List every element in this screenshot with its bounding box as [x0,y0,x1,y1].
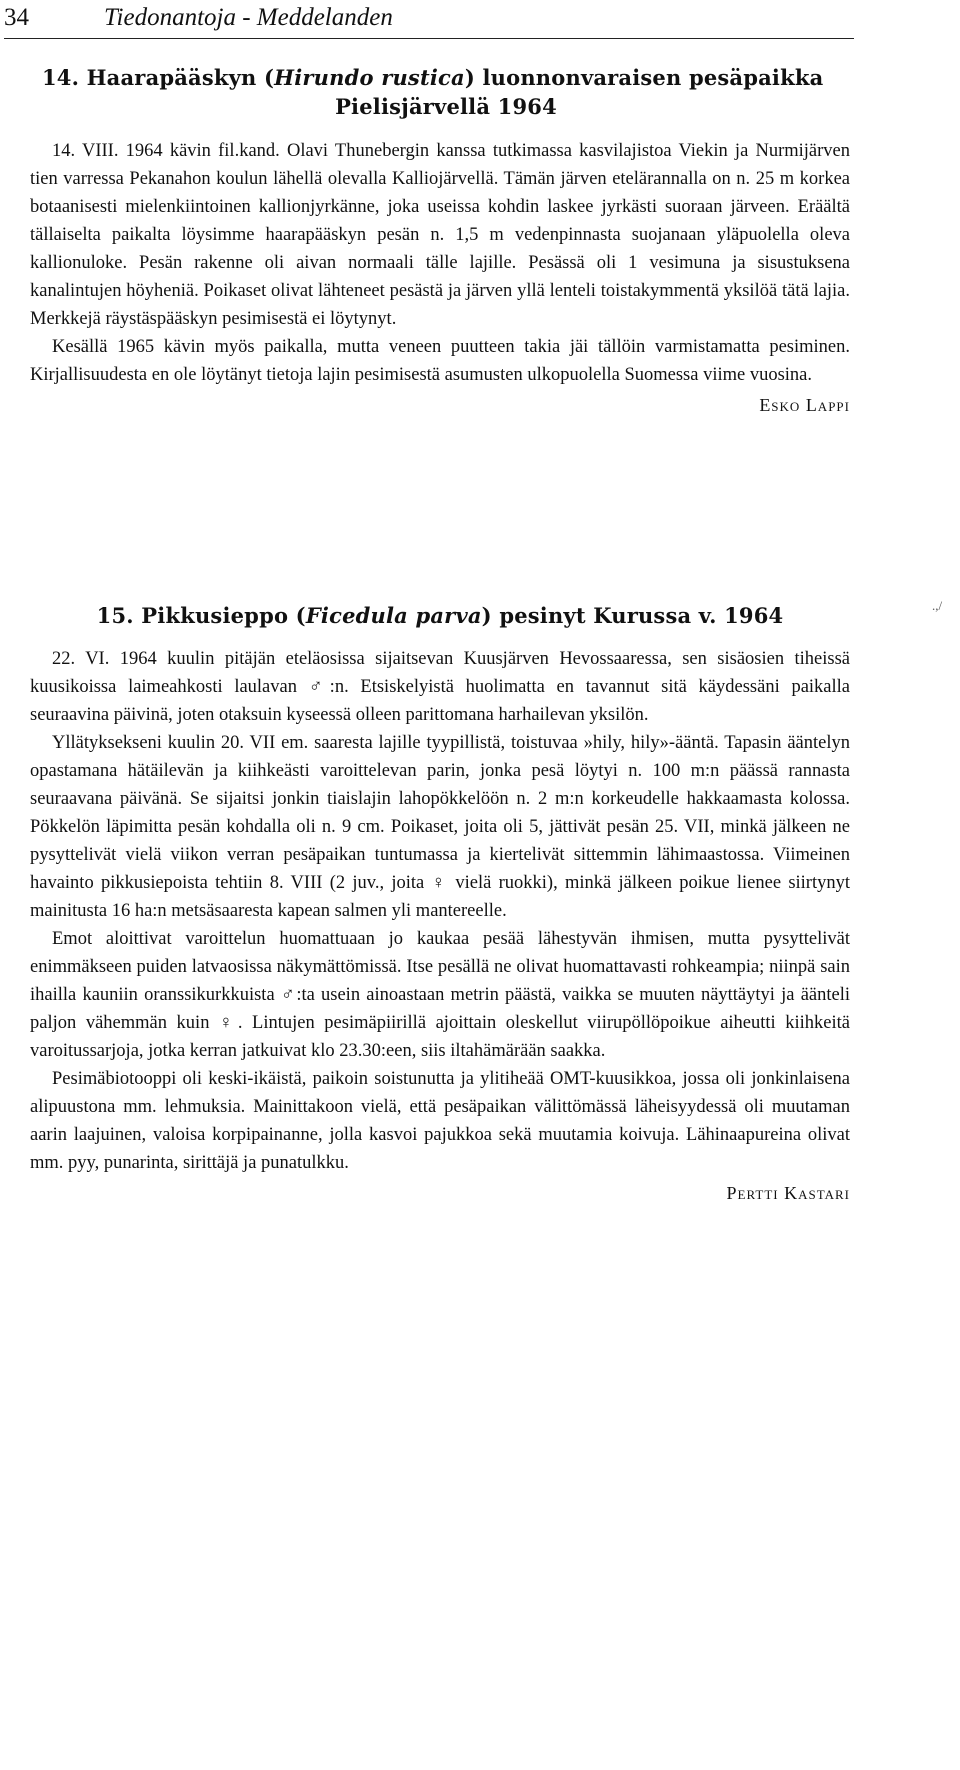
species-name: Ficedula parva [305,603,482,628]
title-part: 14. Haarapääskyn ( [42,65,275,90]
paragraph: Emot aloittivat varoittelun huomattuaan jo kaukaa pesää lähestyvän ihmisen, mutta pysyttelivät enimmäkseen puiden latvaosissa näkymättömissä. Itse pesällä ne olivat huomattavasti rohkeampia; niinpä sain ihailla kauniin oranssikurkkuista ♂:ta usein ainoastaan metrin päästä, vaikka se muuten näyttäytyi ja äänteli paljon vähemmän kuin ♀. Lintujen pesimäpiirillä ajoittain oleskellut viirupöllöpoikue aiheutti kiihkeitä varoitussarjoja, jotka kerran jatkuivat klo 23.30:een, siis iltahämärään saakka. [30,928,850,1061]
title-line-2: Pielisjärvellä 1964 [335,93,557,119]
title-part: ) luonnonvaraisen pesäpaikka [464,65,824,90]
title-part: ) pesinyt Kurussa v. 1964 [481,603,784,628]
paragraph: Kesällä 1965 kävin myös paikalla, mutta veneen puutteen takia jäi tällöin varmistamatta pesiminen. Kirjallisuudesta en ole löytänyt tietoja lajin pesimisestä asumusten ulkopuolella Suomessa viime vuosina. [30,337,850,386]
journal-title: Tiedonantoja - Meddelanden [104,4,393,31]
species-name: Hirundo rustica [274,65,465,90]
title-part: 15. Pikkusieppo ( [96,603,306,628]
article-14 [30,64,850,416]
author-signature: Esko Lappi [759,395,850,416]
author-signature: Pertti Kastari [726,1182,850,1203]
paragraph: Pesimäbiotooppi oli keski-ikäistä, paikoin soistunutta ja ylitiheää OMT-kuusikkoa, jossa oli jonkinlaisena alipuustona mm. lehmuksia. Mainittakoon vielä, että pesäpaikan välittömässä läheisyydessä oli muutaman aarin laajuinen, valoisa korpipainanne, jolla kasvoi pajukkoa sekä muutamia koivuja. Lähinaapureina olivat mm. pyy, punarinta, sirittäjä ja punatulkku. [30,1068,850,1173]
paragraph: 22. VI. 1964 kuulin pitäjän eteläosissa sijaitsevan Kuusjärven Hevossaaressa, sen sisäosien tiheissä kuusikoissa laimeahkosti laulavan ♂:n. Etsiskelyistä huolimatta en tavannut sitä käydessäni paikalla seuraavina päivinä, joten otaksuin kyseessä olleen parittomana harhailevan yksilön. [30,648,850,725]
paragraph: Yllätyksekseni kuulin 20. VII em. saaresta lajille tyypillistä, toistuvaa »hily, hily»-ääntä. Tapasin ääntelyn opastamana hätäilevän ja kiihkeästi varoittelevan parin, jonka pesä löytyi n. 100 m:n päässä rannasta seuraavana päivänä. Se sijaitsi jonkin tiaislajin lahopökkelöön n. 2 m:n korkeudelle hakkaamasta kolossa. Pökkelön läpimitta pesän kohdalla oli n. 9 cm. Poikaset, joita oli 5, jättivät pesän 25. VII, minkä jälkeen ne pysyttelivät vielä viikon verran pesäpaikan tuntumassa ja kiertelivät sittemmin lähimaastossa. Viimeinen havainto pikkusiepoista tehtiin 8. VIII (2 juv., joita ♀ vielä ruokki), minkä jälkeen poikue lienee siirtynyt mainitusta 16 ha:n metsäsaaresta kapean salmen yli mantereelle. [30,732,850,921]
stray-mark: .,/ [932,598,943,613]
page-number: 34 [4,4,29,31]
running-header [4,4,854,39]
article-15 [30,602,850,1204]
paragraph: 14. VIII. 1964 kävin fil.kand. Olavi Thunebergin kanssa tutkimassa kasvilajistoa Viekin ja Nurmijärven tien varressa Pekanahon koulun lähellä olevalla Kalliojärvellä. Tämän järven etelärannalla on n. 25 m korkea botaanisesti mielenkiintoinen kallionjyrkänne, joka useissa kohdin laskee jyrkästi suoraan järveen. Eräältä tällaiselta paikalta löysimme haarapääskyn pesän n. 1,5 m vedenpinnasta suojanaan yläpuolella oleva kallionuloke. Pesän rakenne oli aivan normaali tälle lajille. Pesässä oli 1 vesimuna ja sisustuksena kanalintujen höyheniä. Poikaset olivat lähteneet pesästä ja järven yllä lenteli toistakymmentä yksilöä tätä lajia. Merkkejä räystäspääskyn pesimisestä ei löytynyt. [30,141,850,330]
article-14-title [30,64,850,121]
article-15-title [30,602,850,631]
